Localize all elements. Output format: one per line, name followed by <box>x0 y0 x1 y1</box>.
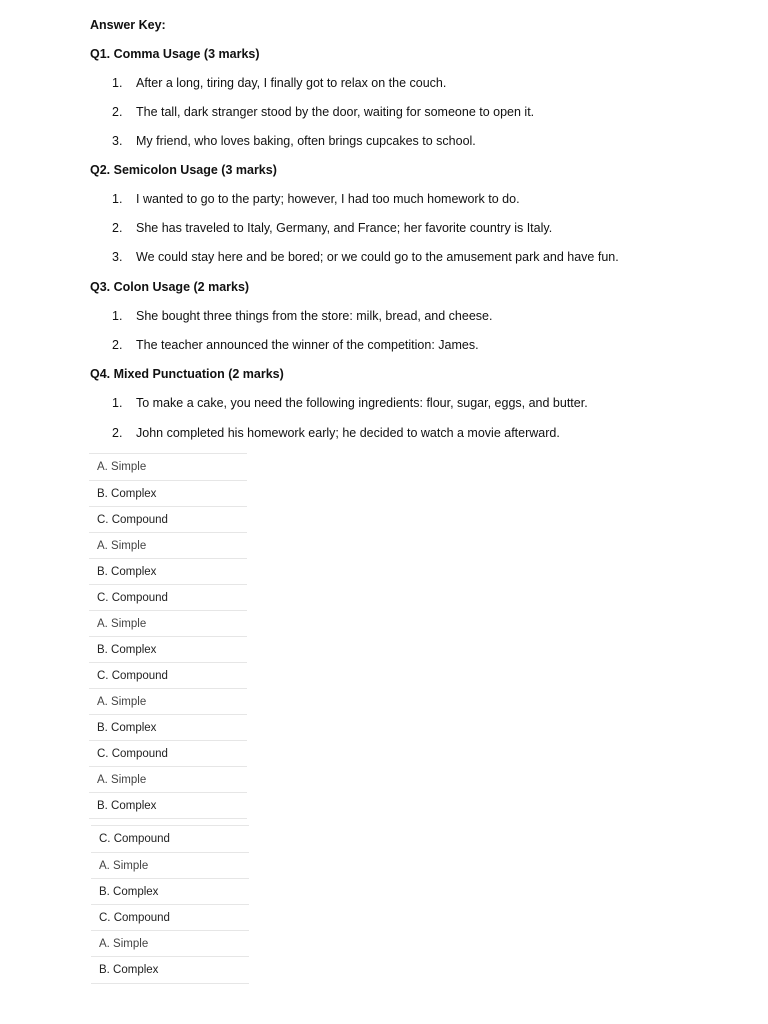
answer-text: To make a cake, you need the following ingredients: flour, sugar, eggs, and butter. <box>136 396 588 410</box>
q3-answer-2 <box>112 338 479 352</box>
q2-answer-2 <box>112 221 552 235</box>
options-table <box>91 825 249 984</box>
list-number: 1. <box>112 309 123 323</box>
option-row: B. Complex <box>89 715 247 741</box>
option-row: C. Compound <box>91 826 249 853</box>
answer-text: We could stay here and be bored; or we could go to the amusement park and have fun. <box>136 250 619 264</box>
option-row: A. Simple <box>89 454 247 481</box>
answer-text: She has traveled to Italy, Germany, and France; her favorite country is Italy. <box>136 221 553 235</box>
q1-answer-3 <box>112 134 476 148</box>
list-number: 1. <box>112 396 123 410</box>
answer-text: The tall, dark stranger stood by the door, waiting for someone to open it. <box>136 105 535 119</box>
option-row: B. Complex <box>89 793 247 819</box>
option-row: C. Compound <box>89 585 247 611</box>
list-number: 2. <box>112 426 123 440</box>
option-row: A. Simple <box>89 767 247 793</box>
answer-text: My friend, who loves baking, often brings cupcakes to school. <box>136 134 476 148</box>
list-number: 1. <box>112 76 123 90</box>
q1-answer-1 <box>112 76 446 90</box>
option-row: B. Complex <box>89 481 247 507</box>
q4-answer-2 <box>112 426 560 440</box>
option-row: B. Complex <box>91 879 249 905</box>
answer-text: The teacher announced the winner of the competition: James. <box>136 338 479 352</box>
list-number: 3. <box>112 134 123 148</box>
section-heading-q2: Q2. Semicolon Usage (3 marks) <box>90 163 277 177</box>
list-number: 2. <box>112 221 123 235</box>
list-number: 2. <box>112 338 123 352</box>
q1-answer-2 <box>112 105 534 119</box>
option-row: A. Simple <box>89 611 247 637</box>
answer-text: John completed his homework early; he decided to watch a movie afterward. <box>136 426 560 440</box>
answer-text: I wanted to go to the party; however, I had too much homework to do. <box>136 192 520 206</box>
option-row: C. Compound <box>91 905 249 931</box>
q4-answer-1 <box>112 396 588 410</box>
section-heading-q4: Q4. Mixed Punctuation (2 marks) <box>90 367 284 381</box>
option-row: A. Simple <box>89 533 247 559</box>
option-row: C. Compound <box>89 741 247 767</box>
option-row: B. Complex <box>89 559 247 585</box>
option-row: A. Simple <box>91 853 249 879</box>
answer-key-title: Answer Key: <box>90 18 166 32</box>
option-row: C. Compound <box>89 663 247 689</box>
section-heading-q3: Q3. Colon Usage (2 marks) <box>90 280 250 294</box>
section-heading-q1: Q1. Comma Usage (3 marks) <box>90 47 260 61</box>
list-number: 2. <box>112 105 123 119</box>
list-number: 1. <box>112 192 123 206</box>
q3-answer-1 <box>112 309 492 323</box>
option-row: B. Complex <box>91 957 249 984</box>
q2-answer-1 <box>112 192 520 206</box>
option-row: C. Compound <box>89 507 247 533</box>
option-row: A. Simple <box>91 931 249 957</box>
list-number: 3. <box>112 250 123 264</box>
option-row: A. Simple <box>89 689 247 715</box>
options-table <box>89 453 247 819</box>
answer-text: She bought three things from the store: milk, bread, and cheese. <box>136 309 493 323</box>
option-row: B. Complex <box>89 637 247 663</box>
q2-answer-3 <box>112 250 619 264</box>
answer-text: After a long, tiring day, I finally got to relax on the couch. <box>136 76 447 90</box>
